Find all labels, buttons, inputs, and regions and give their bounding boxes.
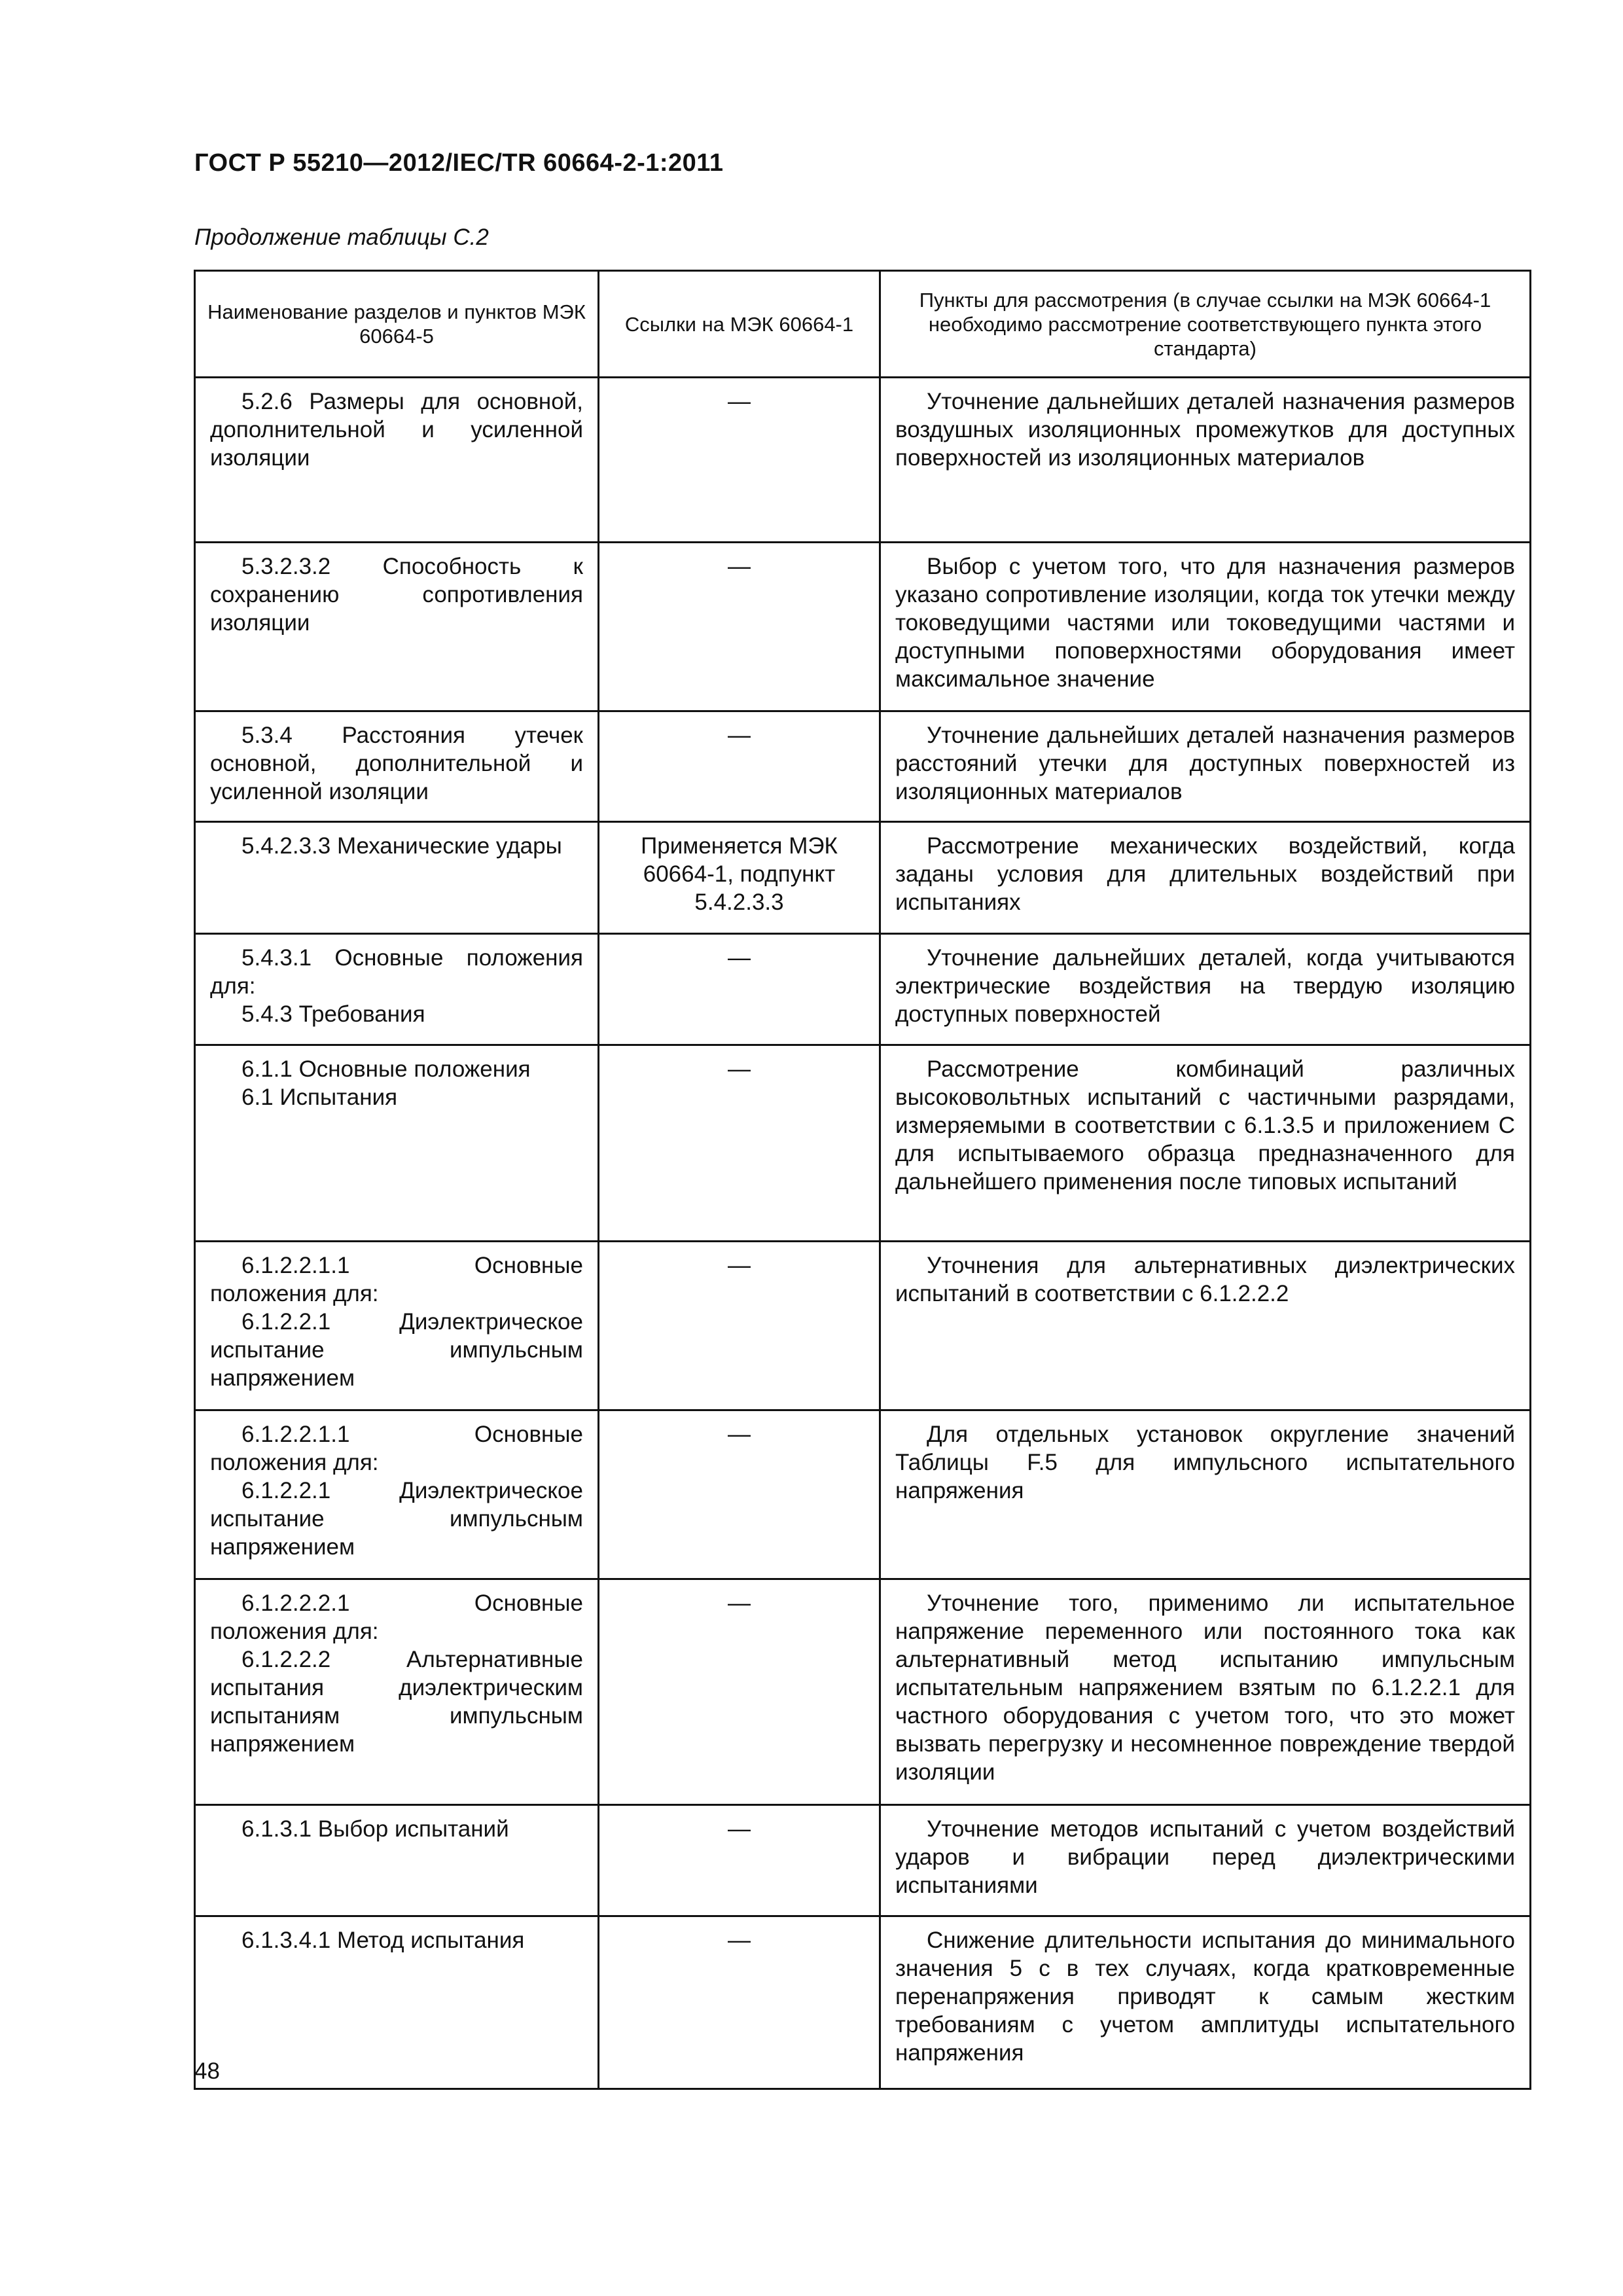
table-body (195, 378, 1531, 2089)
section-cell (195, 1045, 599, 1242)
column-header-points: Пункты для рассмотрения (в случае ссылки на МЭК 60664-1 необходимо рассмотрение соответствующего пункта этого стандарта) (880, 271, 1531, 378)
points-cell (880, 934, 1531, 1045)
section-cell (195, 543, 599, 711)
table-header-row (195, 271, 1531, 378)
points-text: Уточнение дальнейших деталей назначения размеров расстояний утечки для доступных поверхностей из изоляционных материалов (895, 723, 1515, 804)
section-text: 6.1.1 Основные положения (241, 1056, 531, 1082)
section-text: 5.3.4 Расстояния утечек основной, дополнительной и усиленной изоляции (210, 723, 583, 804)
section-text: 5.2.6 Размеры для основной, дополнительной и усиленной изоляции (210, 389, 583, 471)
points-text: Уточнение того, применимо ли испытательное напряжение переменного или постоянного тока как альтернативный метод испытанию импульсным испытательным напряжением взятым по 6.1.2.2.1 для частного оборудования с учетом того, что это может вызвать перегрузку и несомненное повреждение твердой изоляции (895, 1590, 1515, 1785)
section-text: 6.1.2.2.1 Диэлектрическое испытание импульсным напряжением (210, 1309, 583, 1391)
section-text: 5.4.3.1 Основные положения для: (210, 945, 583, 999)
section-text: 6.1.2.2.1.1 Основные положения для: (210, 1422, 583, 1475)
section-cell (195, 934, 599, 1045)
section-text: 5.4.3 Требования (241, 1001, 425, 1027)
table-row (195, 543, 1531, 711)
section-cell (195, 1410, 599, 1579)
points-text: Рассмотрение комбинаций различных высоковольтных испытаний с частичными разрядами, измеряемыми в соответствии с 6.1.3.5 и приложением С для испытываемого образца предназначенного для дальнейшего применения после типовых испытаний (895, 1056, 1515, 1194)
points-text: Рассмотрение механических воздействий, когда заданы условия для длительных воздействий при испытаниях (895, 833, 1515, 915)
table-row (195, 1805, 1531, 1916)
points-text: Для отдельных установок округление значений Таблицы F.5 для импульсного испытательного напряжения (895, 1422, 1515, 1503)
table-row (195, 934, 1531, 1045)
table-row (195, 1579, 1531, 1805)
document-title: ГОСТ Р 55210—2012/IEC/TR 60664-2-1:2011 (194, 149, 724, 177)
points-cell (880, 1242, 1531, 1410)
points-cell (880, 1916, 1531, 2089)
requirements-table (194, 270, 1531, 2090)
page-number: 48 (194, 2058, 220, 2084)
reference-cell: — (599, 1805, 880, 1916)
points-cell (880, 711, 1531, 822)
points-cell (880, 1579, 1531, 1805)
section-cell (195, 1242, 599, 1410)
section-text: 5.4.2.3.3 Механические удары (241, 833, 562, 859)
reference-cell: — (599, 711, 880, 822)
table-row (195, 1242, 1531, 1410)
reference-cell: — (599, 1916, 880, 2089)
section-cell (195, 1916, 599, 2089)
section-text: 5.3.2.3.2 Способность к сохранению сопротивления изоляции (210, 554, 583, 636)
reference-cell: — (599, 378, 880, 543)
table-row (195, 1410, 1531, 1579)
points-cell (880, 543, 1531, 711)
points-cell (880, 378, 1531, 543)
table-row (195, 378, 1531, 543)
points-cell (880, 1410, 1531, 1579)
table-caption: Продолжение таблицы С.2 (194, 224, 489, 250)
points-text: Уточнение дальнейших деталей, когда учитываются электрические воздействия на твердую изоляцию доступных поверхностей (895, 945, 1515, 1027)
points-text: Снижение длительности испытания до минимального значения 5 с в тех случаях, когда кратковременные перенапряжения приводят к самым жестким требованиям с учетом амплитуды испытательного напряжения (895, 1928, 1515, 2066)
points-cell (880, 1045, 1531, 1242)
reference-cell: — (599, 1410, 880, 1579)
points-cell (880, 822, 1531, 934)
points-text: Выбор с учетом того, что для назначения размеров указано сопротивление изоляции, когда ток утечки между токоведущими частями или токоведущими частями и доступными поповерхностями оборудования имеет максимальное значение (895, 554, 1515, 692)
section-cell (195, 822, 599, 934)
table-row (195, 1916, 1531, 2089)
table-row (195, 1045, 1531, 1242)
section-cell (195, 1805, 599, 1916)
points-text: Уточнение методов испытаний с учетом воздействий ударов и вибрации перед диэлектрическими испытаниями (895, 1816, 1515, 1898)
points-text: Уточнения для альтернативных диэлектрических испытаний в соответствии с 6.1.2.2.2 (895, 1253, 1515, 1306)
section-text: 6.1.3.4.1 Метод испытания (241, 1928, 525, 1953)
section-cell (195, 711, 599, 822)
section-text: 6.1.2.2.1.1 Основные положения для: (210, 1253, 583, 1306)
section-text: 6.1.2.2.1 Диэлектрическое испытание импульсным напряжением (210, 1478, 583, 1560)
section-text: 6.1.3.1 Выбор испытаний (241, 1816, 509, 1842)
reference-cell: — (599, 1579, 880, 1805)
reference-cell: — (599, 934, 880, 1045)
reference-cell: — (599, 543, 880, 711)
column-header-references: Ссылки на МЭК 60664-1 (599, 271, 880, 378)
reference-cell: — (599, 1242, 880, 1410)
points-text: Уточнение дальнейших деталей назначения размеров воздушных изоляционных промежутков для доступных поверхностей из изоляционных материалов (895, 389, 1515, 471)
reference-cell: Применяется МЭК 60664-1, подпункт 5.4.2.3.3 (599, 822, 880, 934)
table-row (195, 711, 1531, 822)
section-text: 6.1.2.2.2.1 Основные положения для: (210, 1590, 583, 1644)
section-cell (195, 1579, 599, 1805)
section-cell (195, 378, 599, 543)
table-row (195, 822, 1531, 934)
column-header-sections: Наименование разделов и пунктов МЭК 60664-5 (195, 271, 599, 378)
reference-cell: — (599, 1045, 880, 1242)
section-text: 6.1.2.2.2 Альтернативные испытания диэлектрическим испытаниям импульсным напряжением (210, 1647, 583, 1757)
points-cell (880, 1805, 1531, 1916)
section-text: 6.1 Испытания (241, 1085, 398, 1110)
